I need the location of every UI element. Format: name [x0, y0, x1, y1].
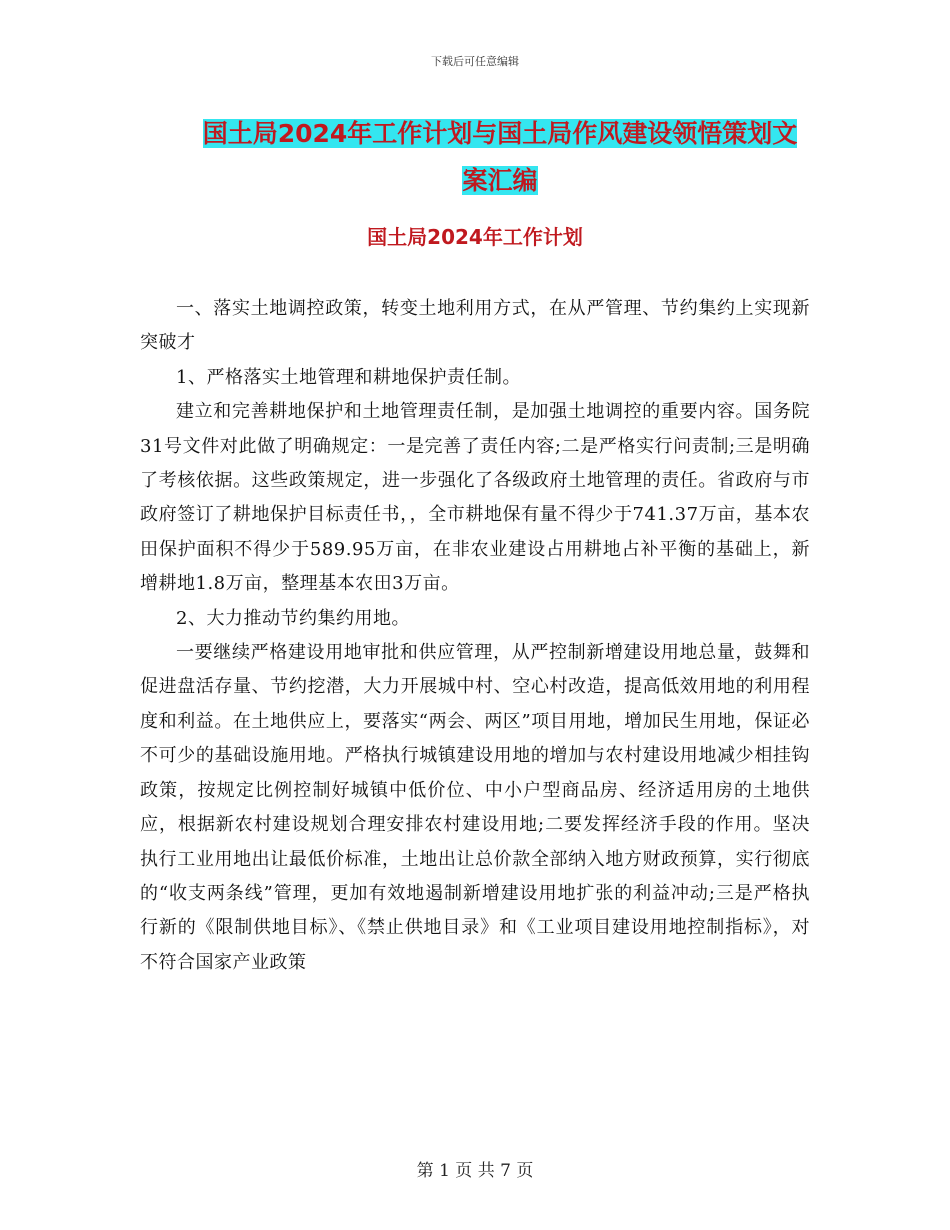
- paragraph: 一、落实土地调控政策，转变土地利用方式，在从严管理、节约集约上实现新突破才: [140, 298, 810, 354]
- section-title: 国土局2024年工作计划: [367, 225, 583, 249]
- header-note: 下载后可任意编辑: [431, 55, 519, 68]
- paragraph: 一要继续严格建设用地审批和供应管理，从严控制新增建设用地总量，鼓舞和促进盘活存量、节约挖潜，大力开展城中村、空心村改造，提高低效用地的利用程度和利益。在土地供应上，要落实“两会、两区”项目用地，增加民生用地，保证必不可少的基础设施用地。严格执行城镇建设用地的增加与农村建设用地减少相挂钩政策，按规定比例控制好城镇中低价位、中小户型商品房、经济适用房的土地供应，根据新农村建设规划合理安排农村建设用地;二要发挥经济手段的作用。坚决执行工业用地出让最低价标准，土地出让总价款全部纳入地方财政预算，实行彻底的“收支两条线”管理，更加有效地遏制新增建设用地扩张的利益冲动;三是严格执行新的《限制供地目标》、《禁止供地目录》和《工业项目建设用地控制指标》，对不符合国家产业政策: [140, 642, 810, 973]
- page-number-footer: 第 1 页 共 7 页: [416, 1161, 534, 1181]
- paragraph: 2、大力推动节约集约用地。: [176, 607, 410, 629]
- document-body: [140, 292, 810, 980]
- document-title: [180, 110, 820, 204]
- paragraph: 1、严格落实土地管理和耕地保护责任制。: [176, 366, 521, 388]
- document-title-line-2: 案汇编: [462, 166, 538, 195]
- paragraph: 建立和完善耕地保护和土地管理责任制，是加强土地调控的重要内容。国务院31号文件对此做了明确规定：一是完善了责任内容;二是严格实行问责制;三是明确了考核依据。这些政策规定，进一步强化了各级政府土地管理的责任。省政府与市政府签订了耕地保护目标责任书，，全市耕地保有量不得少于741.37万亩，基本农田保护面积不得少于589.95万亩，在非农业建设占用耕地占补平衡的基础上，新增耕地1.8万亩，整理基本农田3万亩。: [140, 401, 810, 595]
- document-title-line-1: 国土局2024年工作计划与国土局作风建设领悟策划文: [202, 119, 798, 148]
